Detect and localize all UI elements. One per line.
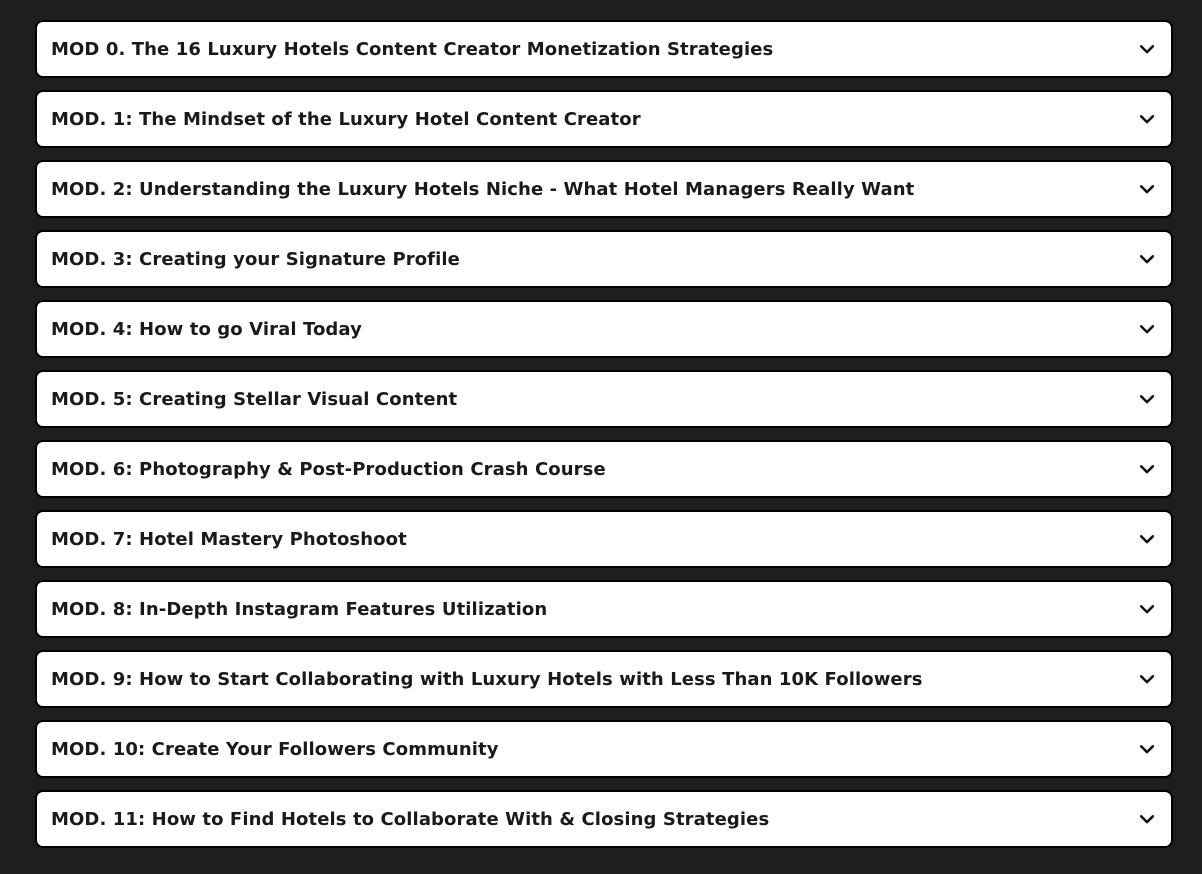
module-title: MOD. 10: Create Your Followers Community xyxy=(51,738,499,760)
module-title: MOD. 11: How to Find Hotels to Collaborate With & Closing Strategies xyxy=(51,808,770,830)
module-title: MOD. 9: How to Start Collaborating with Luxury Hotels with Less Than 10K Followers xyxy=(51,668,923,690)
chevron-down-icon[interactable] xyxy=(1137,739,1157,759)
chevron-down-icon[interactable] xyxy=(1137,459,1157,479)
module-item-1[interactable] xyxy=(35,90,1173,148)
module-item-10[interactable] xyxy=(35,720,1173,778)
chevron-down-icon[interactable] xyxy=(1137,529,1157,549)
chevron-down-icon[interactable] xyxy=(1137,599,1157,619)
module-item-7[interactable] xyxy=(35,510,1173,568)
chevron-down-icon[interactable] xyxy=(1137,249,1157,269)
module-title: MOD. 8: In-Depth Instagram Features Utilization xyxy=(51,598,548,620)
module-title: MOD. 7: Hotel Mastery Photoshoot xyxy=(51,528,407,550)
module-title: MOD. 4: How to go Viral Today xyxy=(51,318,362,340)
module-item-5[interactable] xyxy=(35,370,1173,428)
chevron-down-icon[interactable] xyxy=(1137,669,1157,689)
module-item-6[interactable] xyxy=(35,440,1173,498)
module-title: MOD 0. The 16 Luxury Hotels Content Creator Monetization Strategies xyxy=(51,38,774,60)
module-title: MOD. 5: Creating Stellar Visual Content xyxy=(51,388,458,410)
module-accordion xyxy=(35,20,1173,848)
module-item-8[interactable] xyxy=(35,580,1173,638)
chevron-down-icon[interactable] xyxy=(1137,39,1157,59)
module-title: MOD. 3: Creating your Signature Profile xyxy=(51,248,460,270)
module-item-9[interactable] xyxy=(35,650,1173,708)
chevron-down-icon[interactable] xyxy=(1137,319,1157,339)
module-title: MOD. 1: The Mindset of the Luxury Hotel Content Creator xyxy=(51,108,641,130)
chevron-down-icon[interactable] xyxy=(1137,109,1157,129)
module-item-2[interactable] xyxy=(35,160,1173,218)
chevron-down-icon[interactable] xyxy=(1137,179,1157,199)
module-item-3[interactable] xyxy=(35,230,1173,288)
module-item-4[interactable] xyxy=(35,300,1173,358)
chevron-down-icon[interactable] xyxy=(1137,809,1157,829)
module-title: MOD. 6: Photography & Post-Production Crash Course xyxy=(51,458,606,480)
module-title: MOD. 2: Understanding the Luxury Hotels Niche - What Hotel Managers Really Want xyxy=(51,178,915,200)
module-item-0[interactable] xyxy=(35,20,1173,78)
module-item-11[interactable] xyxy=(35,790,1173,848)
chevron-down-icon[interactable] xyxy=(1137,389,1157,409)
